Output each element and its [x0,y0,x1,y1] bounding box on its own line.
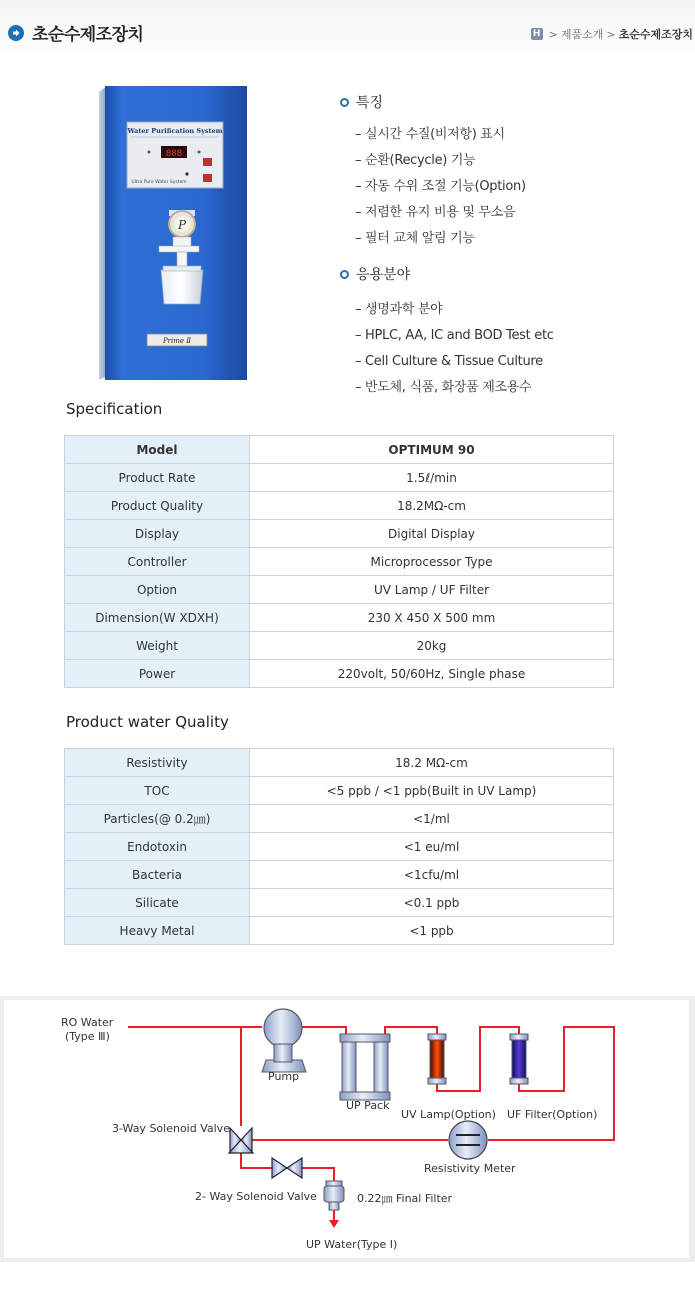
water-quality-title: Product water Quality [66,713,229,731]
breadcrumb-current: 초순수제조장치 [618,28,693,41]
ro-water-label: RO Water [61,1016,114,1029]
breadcrumb-separator: > [606,27,616,41]
table-cell-label: Dimension(W XDXH) [65,604,250,632]
panel-subtitle: Ultra Pure Water System [131,180,187,185]
table-cell-label: Display [65,520,250,548]
up-pack-label: UP Pack [346,1099,390,1112]
table-cell-label: Endotoxin [65,833,250,861]
circle-bullet-icon [340,98,349,107]
features-panel [340,92,680,413]
table-cell-label: Weight [65,632,250,660]
up-pack-icon [340,1034,390,1100]
table-cell-label: Silicate [65,889,250,917]
table-cell-label: Resistivity [65,749,250,777]
table-row [65,777,614,805]
three-way-valve-icon [229,1128,253,1153]
pump-label: Pump [268,1070,300,1083]
panel-display: 888 [165,149,183,159]
applications-list [355,297,680,401]
list-item: – 생명과학 분야 [355,302,443,317]
table-row [65,749,614,777]
table-header-cell: OPTIMUM 90 [250,436,614,464]
list-item: – HPLC, AA, IC and BOD Test etc [355,328,554,343]
table-cell-value: 1.5ℓ/min [250,464,614,492]
logo-letter: P [177,218,187,232]
table-row [65,576,614,604]
table-row [65,548,614,576]
ro-water-type-label: (Type Ⅲ) [65,1030,110,1043]
breadcrumb-item-products[interactable]: 제품소개 [560,28,604,41]
list-item: – Cell Culture & Tissue Culture [355,354,543,369]
table-cell-value: <1 ppb [250,917,614,945]
table-cell-label: Heavy Metal [65,917,250,945]
pump-icon [262,1009,306,1072]
table-cell-value: <1cfu/ml [250,861,614,889]
table-cell-value: Digital Display [250,520,614,548]
resistivity-meter-icon [449,1121,487,1159]
uf-filter-label: UF Filter(Option) [507,1108,598,1121]
table-row [65,889,614,917]
features-list [355,122,680,252]
table-cell-label: Power [65,660,250,688]
three-way-valve-label: 3-Way Solenoid Valve [112,1122,230,1135]
table-cell-value: 230 X 450 X 500 mm [250,604,614,632]
panel-switch-1 [203,158,212,166]
home-icon[interactable]: H [531,28,543,40]
page-title: 초순수제조장치 [32,25,144,45]
table-row [65,492,614,520]
product-badge: Prime Ⅱ [162,337,192,345]
panel-switch-2 [203,174,212,182]
features-heading [340,92,680,112]
up-water-label: UP Water(Type I) [306,1238,398,1251]
table-cell-label: TOC [65,777,250,805]
uf-filter-icon [510,1034,528,1084]
table-cell-value: <5 ppb / <1 ppb(Built in UV Lamp) [250,777,614,805]
final-filter-icon [324,1181,344,1210]
table-row [65,464,614,492]
panel-title: Water Purification System [127,127,223,135]
list-item: – 필터 교체 알림 기능 [355,231,475,246]
table-cell-label: Controller [65,548,250,576]
list-item: – 실시간 수질(비저항) 표시 [355,127,505,142]
table-cell-value: Microprocessor Type [250,548,614,576]
table-header-row [65,436,614,464]
table-row [65,805,614,833]
flow-diagram [0,996,695,1262]
table-cell-label: Product Quality [65,492,250,520]
applications-heading [340,264,680,284]
specification-title: Specification [66,400,163,418]
table-cell-label: Bacteria [65,861,250,889]
table-cell-value: 20kg [250,632,614,660]
table-row [65,917,614,945]
specification-table [64,435,614,688]
table-row [65,632,614,660]
table-cell-label: Particles(@ 0.2㎛) [65,805,250,833]
table-cell-value: 18.2MΩ-cm [250,492,614,520]
table-row [65,520,614,548]
table-cell-label: Option [65,576,250,604]
list-item: – 순환(Recycle) 기능 [355,153,476,168]
breadcrumb [531,26,693,42]
table-row [65,861,614,889]
final-filter-label: 0.22㎛ Final Filter [357,1192,453,1205]
circle-bullet-icon [340,270,349,279]
list-item: – 자동 수위 조절 기능(Option) [355,179,526,194]
table-row [65,833,614,861]
table-cell-value: <0.1 ppb [250,889,614,917]
applications-heading-text: 응용분야 [356,267,411,283]
outlet-arrow-icon [329,1210,339,1228]
table-cell-value: <1/ml [250,805,614,833]
table-cell-value: UV Lamp / UF Filter [250,576,614,604]
table-row [65,604,614,632]
title-area [8,20,143,45]
resistivity-meter-label: Resistivity Meter [424,1162,516,1175]
arrow-right-icon [8,25,24,41]
product-image [99,86,247,380]
table-header-cell: Model [65,436,250,464]
list-item: – 저렴한 유지 비용 및 무소음 [355,205,516,220]
table-cell-value: 18.2 MΩ-cm [250,749,614,777]
water-quality-table [64,748,614,945]
uv-lamp-label: UV Lamp(Option) [401,1108,496,1121]
table-row [65,660,614,688]
two-way-valve-label: 2- Way Solenoid Valve [195,1190,317,1203]
table-cell-value: 220volt, 50/60Hz, Single phase [250,660,614,688]
table-cell-label: Product Rate [65,464,250,492]
uv-lamp-icon [428,1034,446,1084]
table-cell-value: <1 eu/ml [250,833,614,861]
list-item: – 반도체, 식품, 화장품 제조용수 [355,380,532,395]
features-heading-text: 특징 [356,95,384,111]
two-way-valve-icon [272,1158,302,1178]
breadcrumb-separator: > [548,27,558,41]
